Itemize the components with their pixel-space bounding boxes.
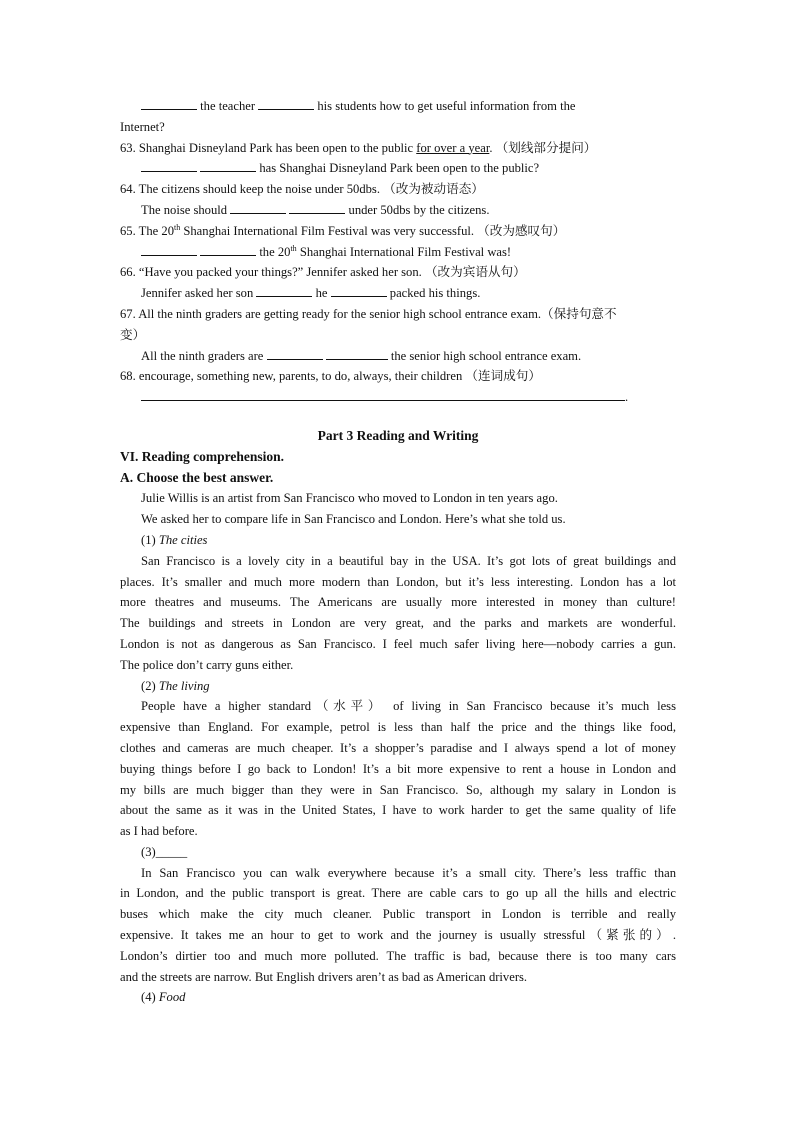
answer-blank[interactable] <box>230 200 286 214</box>
q66-question: 66. “Have you packed your things?” Jennifer asked her son. （改为宾语从句） <box>120 265 526 280</box>
passage-line: The police don’t carry guns either. <box>120 657 294 672</box>
q65-ans-sup: th <box>290 243 297 253</box>
passage-subheading-4 <box>120 987 676 1008</box>
q63-answer-line <box>120 158 676 179</box>
q67-answer-line <box>120 346 676 367</box>
intro-line: We asked her to compare life in San Francisco and London. Here’s what she told us. <box>141 512 566 527</box>
passage-line: in London, and the public transport is great. There are cable cars to go up all the hills and electric <box>120 886 676 901</box>
q62-text-1: the teacher <box>200 99 256 113</box>
q67-lead: All the ninth graders are <box>141 348 264 363</box>
subsection-heading: A. Choose the best answer. <box>120 469 274 485</box>
passage-line: expensive than England. For example, petrol is less than half the price and the things like food, <box>120 720 676 735</box>
q63-answer-rest: has Shanghai Disneyland Park been open to the public? <box>259 161 540 176</box>
answer-blank[interactable] <box>267 346 323 360</box>
passage-line: about the same as it was in the United States, I have to work harder to get the same quality of life <box>120 803 676 818</box>
subheading-number: (1) <box>141 532 159 547</box>
passage-line: San Francisco is a lovely city in a beautiful bay in the USA. It’s got lots of great buildings and <box>141 553 676 568</box>
subheading-number: (3) <box>141 844 156 859</box>
q67-question-2: 变） <box>120 327 146 342</box>
q68-end: . <box>625 390 629 405</box>
q67-rest: the senior high school entrance exam. <box>390 348 582 363</box>
subheading-title: The cities <box>158 532 208 547</box>
q65-question <box>120 221 676 242</box>
q64-rest: under 50dbs by the citizens. <box>348 202 490 217</box>
passage-line: London is not as dangerous as San Francisco. I feel much safer living here—nobody carries a gun. <box>120 636 676 651</box>
answer-blank[interactable] <box>256 283 312 297</box>
q64-answer-line <box>120 200 676 221</box>
answer-blank[interactable] <box>200 242 256 256</box>
subheading-number: (2) <box>141 678 159 693</box>
passage-line: London’s dirtier too and much more polluted. The traffic is bad, because there is too many cars <box>120 948 676 963</box>
subheading-number: (4) <box>141 990 159 1005</box>
passage-line: expensive. It takes me an hour to get to work and the journey is usually stressful（紧张的）. <box>120 928 676 943</box>
subheading-title: Food <box>158 990 186 1005</box>
answer-blank[interactable] <box>326 346 388 360</box>
q65-sup: th <box>174 222 181 232</box>
passage-line: People have a higher standard（水平） of living in San Francisco because it’s much less <box>141 699 676 714</box>
q67-question-1: 67. All the ninth graders are getting ready for the senior high school entrance exam.（保持句意不 <box>120 306 617 321</box>
answer-blank[interactable] <box>331 283 387 297</box>
q65-ans-pre: the 20 <box>259 244 291 259</box>
passage-line: buying things before I go back to London! It’s a bit more expensive to rent a house in London and <box>120 761 676 776</box>
section-heading: VI. Reading comprehension. <box>120 448 285 464</box>
q68-question: 68. encourage, something new, parents, to do, always, their children （连词成句） <box>120 369 541 384</box>
subheading-title: The living <box>158 678 210 693</box>
passage-subheading-3 <box>120 842 676 863</box>
q68-answer-line <box>120 387 676 408</box>
q66-answer-line <box>120 283 676 304</box>
q66-rest: packed his things. <box>389 286 481 301</box>
answer-blank[interactable] <box>141 242 197 256</box>
q65-ans-post: Shanghai International Film Festival was! <box>296 244 512 259</box>
q62-text-3: Internet? <box>120 119 165 134</box>
q65-pre: 65. The 20 <box>120 223 174 238</box>
passage-line: as I had before. <box>120 824 198 839</box>
passage-line: clothes and cameras are much cheaper. It’s a shopper’s paradise and I always spend a lot of money <box>120 740 676 755</box>
q63-underlined: for over a year <box>416 140 490 155</box>
passage-line: The buildings and streets in London are very great, and the parks and markets are wonderful. <box>120 616 676 631</box>
answer-blank[interactable] <box>200 158 256 172</box>
q65-answer-line <box>120 242 676 263</box>
q63-before: 63. Shanghai Disneyland Park has been open to the public <box>120 140 417 155</box>
q66-mid: he <box>315 286 328 301</box>
q62-text-2: his students how to get useful information from the <box>317 99 576 113</box>
passage-subheading-2 <box>120 676 676 697</box>
answer-blank[interactable] <box>258 96 314 110</box>
part-heading: Part 3 Reading and Writing <box>317 427 479 443</box>
q64-lead: The noise should <box>141 202 228 217</box>
intro-line: Julie Willis is an artist from San Francisco who moved to London in ten years ago. <box>141 491 558 506</box>
passage-line: places. It’s smaller and much more modern than London, but it’s less interesting. London has a lot <box>120 574 676 589</box>
q65-post: Shanghai International Film Festival was very successful. （改为感叹句） <box>180 223 566 238</box>
q63-after: . （划线部分提问） <box>489 140 597 155</box>
answer-blank[interactable] <box>141 387 625 401</box>
answer-blank[interactable] <box>289 200 345 214</box>
passage-subheading-1 <box>120 530 676 551</box>
answer-blank[interactable] <box>141 158 197 172</box>
q63-question <box>120 138 676 159</box>
passage-line: more theatres and museums. The Americans are usually more interested in money than culture! <box>120 595 676 610</box>
passage-line: and the streets are narrow. But English drivers aren’t as bad as American drivers. <box>120 969 528 984</box>
passage-line: In San Francisco you can walk everywhere because it’s a small city. There’s less traffic than <box>141 865 676 880</box>
passage-line: buses which make the city much cleaner. Public transport in London is terrible and really <box>120 907 676 922</box>
subheading-blank[interactable]: _____ <box>155 844 188 859</box>
passage-line: my bills are much bigger than they were in San Francisco. So, although my salary in London is <box>120 782 676 797</box>
q62-answer-line <box>120 96 676 117</box>
q64-question: 64. The citizens should keep the noise under 50dbs. （改为被动语态） <box>120 182 484 197</box>
exam-page <box>120 96 676 1008</box>
answer-blank[interactable] <box>141 96 197 110</box>
q66-lead: Jennifer asked her son <box>141 286 254 301</box>
